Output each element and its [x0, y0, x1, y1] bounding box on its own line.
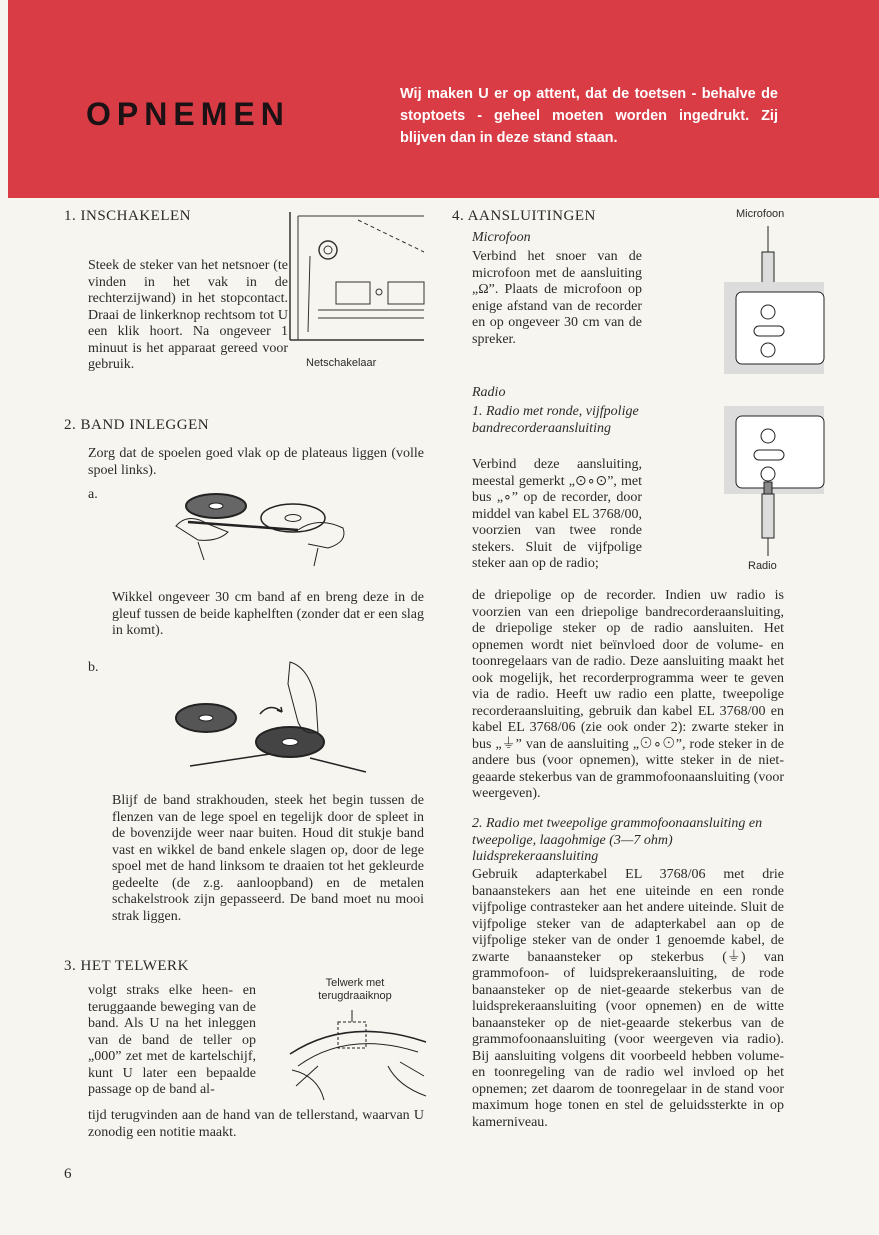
telwerk-label: Telwerk met terugdraaiknop — [318, 977, 392, 1002]
radio-connection-illustration — [724, 406, 824, 556]
netschakelaar-label: Netschakelaar — [306, 357, 377, 369]
page-title: OPNEMEN — [86, 96, 290, 132]
section-3-heading: 3. HET TELWERK — [64, 958, 189, 974]
section-3-body-wide: tijd terugvinden aan de hand van de tellerstand, waarvan U zonodig een notitie maakt. — [88, 1108, 424, 1140]
microphone-connection-illustration — [724, 226, 824, 376]
radio-subheading: Radio — [472, 385, 506, 400]
section-2-intro: Zorg dat de spoelen goed vlak op de plateaus liggen (volle spoel links). — [88, 446, 424, 478]
section-4-heading: 4. AANSLUITINGEN — [452, 208, 596, 224]
tape-threading-illustration-b — [170, 662, 370, 782]
radio-item-1-body-wide: de driepolige op de recorder. Indien uw radio is voorzien van een driepolige bandrecorderaansluiting, de driepolige steker op de radio aansluiten. Het opnemen wordt niet beïnvloed door de volume- en toonregelaars van de radio. Deze aansluiting maakt het ook mogelijk, het recorderprogramma weer te geven via de radio. Heeft uw radio een platte, tweepolige recorderaansluiting, gebruik dan kabel EL 3768/00 en kabel EL 3768/06 (zie ook onder 2): zwarte steker in bus „⏚” van de aansluiting „⊙∘⊙”, rode steker in de andere bus (voor opnemen), witte steker in de niet-geaarde stekerbus van de grammofoonaansluiting (voor weergeven). — [472, 588, 784, 801]
step-a-label: a. — [88, 487, 98, 502]
netschakelaar-illustration — [288, 212, 428, 352]
step-a-text: Wikkel ongeveer 30 cm band af en breng deze in de gleuf tussen de beide kaphelften (zonder dat er een slag in komt). — [112, 590, 424, 638]
section-1-heading: 1. INSCHAKELEN — [64, 208, 191, 224]
header-note: Wij maken U er op attent, dat de toetsen - behalve de stoptoets - geheel moeten worden ingedrukt. Zij blijven dan in deze stand staan. — [400, 86, 778, 146]
radio-item-1-body-narrow: Verbind deze aansluiting, meestal gemerkt „⊙∘⊙”, met bus „∘” op de recorder, door middel van kabel EL 3768/00, voorzien van twee ronde stekers. Sluit de vijfpolige steker aan op de radio; — [472, 457, 642, 571]
section-2-heading: 2. BAND INLEGGEN — [64, 417, 210, 433]
section-3-body-narrow: volgt straks elke heen- en teruggaande beweging van de band. Als U na het inleggen van de band de teller op „000” zet met de kartelschijf, kunt U later een bepaalde passage op de band al- — [88, 983, 256, 1097]
radio-item-1-title: 1. Radio met ronde, vijfpolige bandrecorderaansluiting — [472, 404, 639, 436]
radio-item-2-body: Gebruik adapterkabel EL 3768/06 met drie banaanstekers aan het ene uiteinde en een ronde vijfpolige contrasteker aan het andere uiteinde. Sluit de vijfpolige steker van de adapterkabel aan op de vijfpolige steker van de onder 1 genoemde kabel, de zwarte banaansteker op stekerbus (⏚) van grammofoon- of luidsprekeraansluiting, de rode banaansteker op de niet-geaarde stekerbus van de luidsprekeraansluiting (voor opnemen) en de witte banaansteker op de niet-geaarde stekerbus van de grammofoonaansluiting (voor weergeven via radio). Bij aansluiting volgens dit voorbeeld hebben volume- en toonregeling van de radio wel invloed op het opnemen; zet daarom de toonregelaar in de stand voor maximum hoge tonen en stel de geluidssterkte in op kamerniveau. — [472, 867, 784, 1130]
page-number: 6 — [64, 1166, 72, 1182]
step-b-text: Blijf de band strakhouden, steek het begin tussen de flenzen van de lege spoel en tegelijk door de spleet in de bovenzijde weer naar buiten. Houd dit stukje band vast en wikkel de band enkele slagen op, door de lege spoel met de hand linksom te draaien tot het gekleurde gedeelte (de z.g. aanloopband) en de metalen schakelstrook zijn gepasseerd. De band moet nu mooi strak liggen. — [112, 793, 424, 924]
radio-label: Radio — [748, 560, 777, 572]
microfoon-subheading: Microfoon — [472, 230, 531, 245]
radio-item-2-title: 2. Radio met tweepolige grammofoonaansluiting en tweepolige, laagohmige (3—7 ohm) luidsprekeraansluiting — [472, 816, 763, 864]
tape-threading-illustration-a — [168, 482, 368, 567]
tape-counter-illustration — [288, 1006, 428, 1102]
step-b-label: b. — [88, 660, 99, 675]
microfoon-body: Verbind het snoer van de microfoon met de aansluiting „Ω”. Plaats de microfoon op enige afstand van de recorder en op ongeveer 30 cm van de spreker. — [472, 249, 642, 347]
section-1-body: Steek de steker van het netsnoer (te vinden in het vak in de rechterzijwand) in het stopcontact. Draai de linkerknop rechtsom tot U een klik hoort. Na ongeveer 1 minuut is het apparaat gereed voor gebruik. — [88, 258, 288, 372]
microfoon-label: Microfoon — [736, 208, 785, 220]
